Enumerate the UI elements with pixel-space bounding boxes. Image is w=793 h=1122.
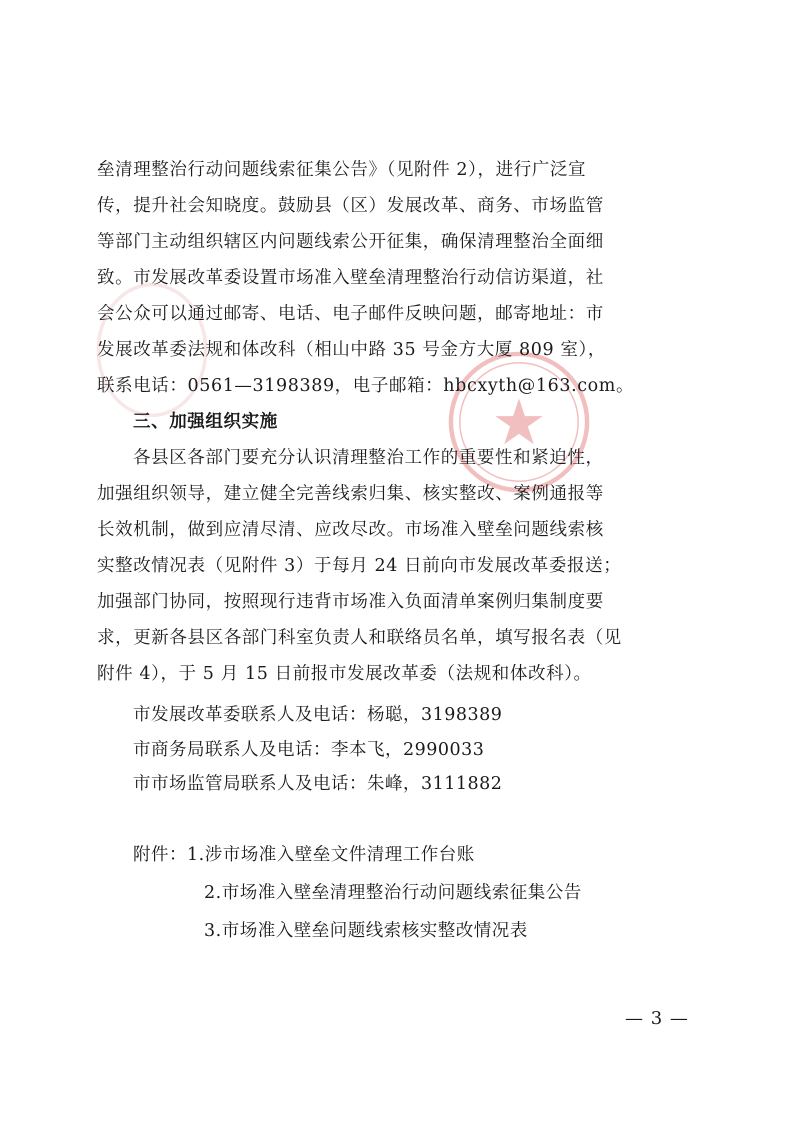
text-line: 各县区各部门要充分认识清理整治工作的重要性和紧迫性， bbox=[133, 448, 604, 468]
attachment-item: 2.市场准入壁垒清理整治行动问题线索征集公告 bbox=[204, 882, 582, 903]
text-line: 实整改情况表（见附件 3）于每月 24 日前向市发展改革委报送； bbox=[97, 556, 622, 576]
page-number: — 3 — bbox=[625, 1008, 689, 1029]
section-heading: 三、加强组织实施 bbox=[133, 412, 278, 432]
text-line: 求，更新各县区各部门科室负责人和联络员名单，填写报名表（见 bbox=[97, 628, 622, 648]
contact-line: 市发展改革委联系人及电话：杨聪，3198389 bbox=[133, 705, 503, 725]
section-paragraph bbox=[97, 440, 697, 692]
text-line: 致。市发展改革委设置市场准入壁垒清理整治行动信访渠道，社 bbox=[97, 268, 604, 288]
attachment-list bbox=[97, 836, 697, 950]
document-body bbox=[97, 152, 697, 950]
attachments-label: 附件： bbox=[133, 844, 187, 865]
text-line: 联系电话：0561—3198389，电子邮箱：hbcxyth@163.com。 bbox=[97, 376, 635, 396]
text-line: 等部门主动组织辖区内问题线索公开征集，确保清理整治全面细 bbox=[97, 232, 604, 252]
text-line: 附件 4），于 5 月 15 日前报市发展改革委（法规和体改科）。 bbox=[97, 664, 592, 684]
text-line: 会公众可以通过邮寄、电话、电子邮件反映问题，邮寄地址：市 bbox=[97, 304, 604, 324]
intro-paragraph bbox=[97, 152, 697, 404]
contact-list bbox=[97, 698, 697, 802]
text-line: 发展改革委法规和体改科（相山中路 35 号金方大厦 809 室）， bbox=[97, 340, 606, 360]
contact-line: 市商务局联系人及电话：李本飞，2990033 bbox=[133, 739, 485, 760]
text-line: 加强组织领导，建立健全完善线索归集、核实整改、案例通报等 bbox=[97, 484, 604, 504]
attachment-first-line bbox=[97, 836, 697, 874]
contact-line: 市市场监管局联系人及电话：朱峰，3111882 bbox=[133, 774, 503, 794]
text-line: 长效机制，做到应清尽清、应改尽改。市场准入壁垒问题线索核 bbox=[97, 520, 604, 540]
text-line: 加强部门协同，按照现行违背市场准入负面清单案例归集制度要 bbox=[97, 592, 604, 612]
text-line: 传，提升社会知晓度。鼓励县（区）发展改革、商务、市场监管 bbox=[97, 196, 604, 216]
attachment-item: 3.市场准入壁垒问题线索核实整改情况表 bbox=[204, 920, 528, 941]
text-line: 垒清理整治行动问题线索征集公告》（见附件 2），进行广泛宣 bbox=[97, 160, 587, 180]
attachment-item: 1.涉市场准入壁垒文件清理工作台账 bbox=[187, 844, 475, 865]
